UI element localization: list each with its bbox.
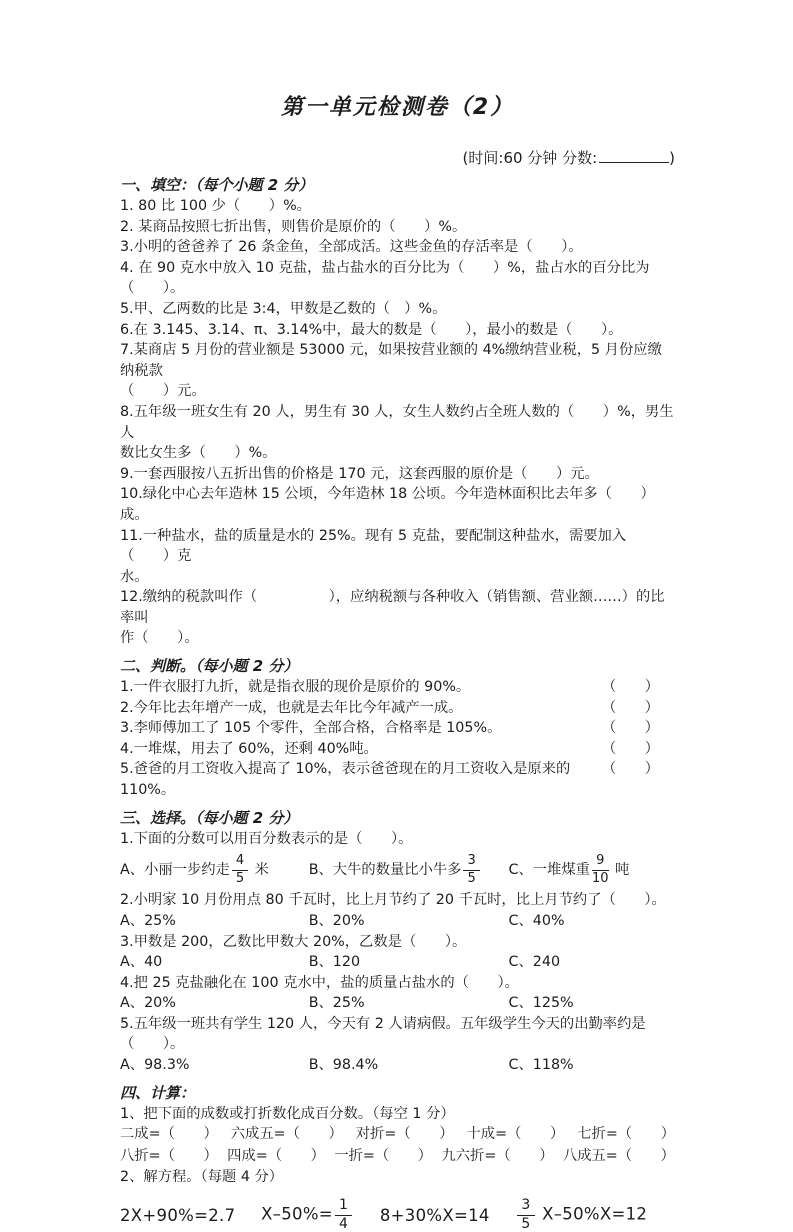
judge-row-1 xyxy=(120,677,675,698)
fraction-denominator: 5 xyxy=(467,870,476,886)
option-text: B、大牛的数量比小牛多 xyxy=(308,862,462,879)
option-text: C、一堆煤重 xyxy=(508,862,590,879)
fill-line-8: 8.五年级一班女生有 20 人，男生有 30 人，女生人数约占全班人数的（ ）%，男生人 xyxy=(120,403,674,441)
fill-line-4: 4. 在 90 克水中放入 10 克盐，盐占盐水的百分比为（ ）%，盐占水的百分比为（ ）。 xyxy=(120,259,650,297)
fraction-denominator: 10 xyxy=(591,870,609,886)
conversion-item: 二成=（ ） xyxy=(120,1126,218,1143)
judge-section-heading: 二、判断。（每小题 2 分） xyxy=(120,657,299,676)
fill-line-3: 3.小明的爸爸养了 26 条金鱼，全部成活。这些金鱼的存活率是（ ）。 xyxy=(120,239,583,256)
choice-q5-options xyxy=(120,1055,675,1076)
fill-line-6: 6.在 3.145、3.14、π、3.14%中，最大的数是（ ），最小的数是（ ）。 xyxy=(120,321,623,338)
option-c: C、125% xyxy=(508,995,574,1012)
score-label: 分数: xyxy=(557,149,598,167)
fill-line-12: 12.缴纳的税款叫作（ ），应纳税额与各种收入（销售额、营业额……）的比率叫 xyxy=(120,589,665,626)
fraction-numerator: 1 xyxy=(335,1198,352,1216)
fraction xyxy=(463,854,479,886)
equation-2 xyxy=(261,1198,354,1232)
judge-row-4 xyxy=(120,739,675,760)
fraction-numerator: 3 xyxy=(517,1198,534,1216)
conversion-item: 八成五=（ ） xyxy=(562,1147,675,1164)
judge-text: 4.一堆煤，用去了 60%，还剩 40%吨。 xyxy=(120,740,378,757)
choice-q2-options xyxy=(120,911,675,932)
calc-subheading-1: 1、把下面的成数或打折数化成百分数。（每空 1 分） xyxy=(120,1105,455,1122)
conversion-item: 八折=（ ） xyxy=(120,1147,218,1164)
equation-text: X–50%X=12 xyxy=(536,1204,648,1224)
option-a: A、20% xyxy=(120,995,176,1012)
fraction xyxy=(335,1198,352,1232)
choice-q4-stem: 4.把 25 克盐融化在 100 克水中，盐的质量占盐水的（ ）。 xyxy=(120,974,519,991)
conversion-item: 十成=（ ） xyxy=(466,1126,565,1143)
choice-q3-options xyxy=(120,952,675,973)
fill-line-8b: 数比女生多（ ）%。 xyxy=(120,445,277,462)
judge-text: 5.爸爸的月工资收入提高了 10%，表示爸爸现在的月工资收入是原来的 110%。 xyxy=(120,761,571,799)
judge-answer-blank: （ ） xyxy=(601,720,659,737)
fraction-denominator: 5 xyxy=(235,870,245,886)
conversion-item: 七折=（ ） xyxy=(577,1126,675,1143)
choice-q3-stem: 3.甲数是 200，乙数比甲数大 20%，乙数是（ ）。 xyxy=(120,933,467,950)
judge-row-3 xyxy=(120,718,675,739)
judge-answer-blank: （ ） xyxy=(601,761,659,778)
option-b: B、25% xyxy=(308,995,365,1012)
conversion-row-1 xyxy=(120,1124,675,1146)
fill-line-7: 7.某商店 5 月份的营业额是 53000 元，如果按营业额的 4%缴纳营业税，5 月份应缴纳税款 xyxy=(120,342,662,379)
conversion-item: 四成=（ ） xyxy=(227,1147,325,1164)
conversion-item: 九六折=（ ） xyxy=(441,1147,554,1164)
choice-q1-options xyxy=(120,849,675,890)
score-blank xyxy=(599,149,669,163)
fraction xyxy=(517,1198,534,1232)
fill-line-11b: 水。 xyxy=(120,568,149,585)
fill-line-10: 10.绿化中心去年造林 15 公顷，今年造林 18 公顷。今年造林面积比去年多（ ）成。 xyxy=(120,486,655,523)
option-c: C、40% xyxy=(508,912,565,929)
fill-line-5: 5.甲、乙两数的比是 3:4，甲数是乙数的（ ）%。 xyxy=(120,300,447,317)
fill-line-2: 2. 某商品按照七折出售，则售价是原价的（ ）%。 xyxy=(120,218,467,235)
choice-q4-options xyxy=(120,993,675,1014)
conversion-row-2 xyxy=(120,1146,675,1168)
option-c: C、118% xyxy=(508,1057,574,1074)
option-a: A、25% xyxy=(120,912,176,929)
judge-row-5 xyxy=(120,759,675,800)
fill-line-7b: （ ）元。 xyxy=(120,383,206,400)
equations-row xyxy=(120,1198,647,1232)
choice-section-heading: 三、选择。（每小题 2 分） xyxy=(120,808,299,827)
fill-line-11: 11.一种盐水，盐的质量是水的 25%。现有 5 克盐，要配制这种盐水，需要加入（ ）克 xyxy=(120,527,627,565)
equation-text: X–50%= xyxy=(261,1204,333,1224)
close-paren: ) xyxy=(669,149,675,167)
fraction-denominator: 4 xyxy=(338,1215,349,1232)
fraction xyxy=(232,854,248,886)
judge-text: 3.李师傅加工了 105 个零件，全部合格，合格率是 105%。 xyxy=(120,720,502,737)
conversion-item: 六成五=（ ） xyxy=(230,1126,343,1143)
judge-answer-blank: （ ） xyxy=(601,699,659,716)
fill-line-12b: 作（ ）。 xyxy=(120,630,199,647)
judge-answer-blank: （ ） xyxy=(601,740,659,757)
fraction xyxy=(592,854,609,886)
option-b: B、20% xyxy=(308,912,365,929)
option-a xyxy=(120,854,309,886)
option-b: B、120 xyxy=(308,954,361,971)
option-text: 米 xyxy=(250,862,269,879)
conversion-item: 一折=（ ） xyxy=(334,1147,433,1164)
fill-line-1: 1. 80 比 100 少（ ）%。 xyxy=(120,198,311,214)
option-b: B、98.4% xyxy=(308,1057,379,1074)
option-text: 吨 xyxy=(610,862,630,879)
fraction-numerator: 3 xyxy=(463,854,479,871)
calc-section-heading: 四、计算： xyxy=(120,1083,196,1102)
choice-q5-stem: 5.五年级一班共有学生 120 人，今天有 2 人请病假。五年级学生今天的出勤率约是（ ）。 xyxy=(120,1015,646,1053)
judge-answer-blank: （ ） xyxy=(601,679,659,696)
time-score-line xyxy=(120,147,675,168)
judge-text: 1.一件衣服打九折，就是指衣服的现价是原价的 90%。 xyxy=(120,679,471,696)
option-c: C、240 xyxy=(508,954,561,971)
option-a: A、98.3% xyxy=(120,1057,190,1074)
equation-1: 2X+90%=2.7 xyxy=(120,1205,236,1225)
page-title: 第一单元检测卷（2） xyxy=(280,95,515,120)
fraction-numerator: 4 xyxy=(232,854,248,871)
conversion-item: 对折=（ ） xyxy=(355,1126,454,1143)
option-text: A、小丽一步约走 xyxy=(120,862,230,879)
fill-section-heading: 一、填空：（每个小题 2 分） xyxy=(120,176,314,194)
judge-text: 2.今年比去年增产一成，也就是去年比今年减产一成。 xyxy=(120,699,463,716)
time-label: (时间:60 分钟 xyxy=(462,149,558,167)
equation-4 xyxy=(515,1198,647,1232)
calc-subheading-2: 2、解方程。（每题 4 分） xyxy=(120,1169,284,1186)
fraction-numerator: 9 xyxy=(592,854,609,871)
fill-line-9: 9.一套西服按八五折出售的价格是 170 元，这套西服的原价是（ ）元。 xyxy=(120,465,599,482)
fraction-denominator: 5 xyxy=(521,1215,531,1232)
option-a: A、40 xyxy=(120,954,163,971)
choice-q1-stem: 1.下面的分数可以用百分数表示的是（ ）。 xyxy=(120,830,413,847)
option-c xyxy=(508,854,675,886)
equation-3: 8+30%X=14 xyxy=(379,1205,490,1225)
option-b xyxy=(309,854,509,886)
judge-row-2 xyxy=(120,698,675,719)
choice-q2-stem: 2.小明家 10 月份用点 80 千瓦时，比上月节约了 20 千瓦时，比上月节约了（ ）。 xyxy=(120,892,666,909)
